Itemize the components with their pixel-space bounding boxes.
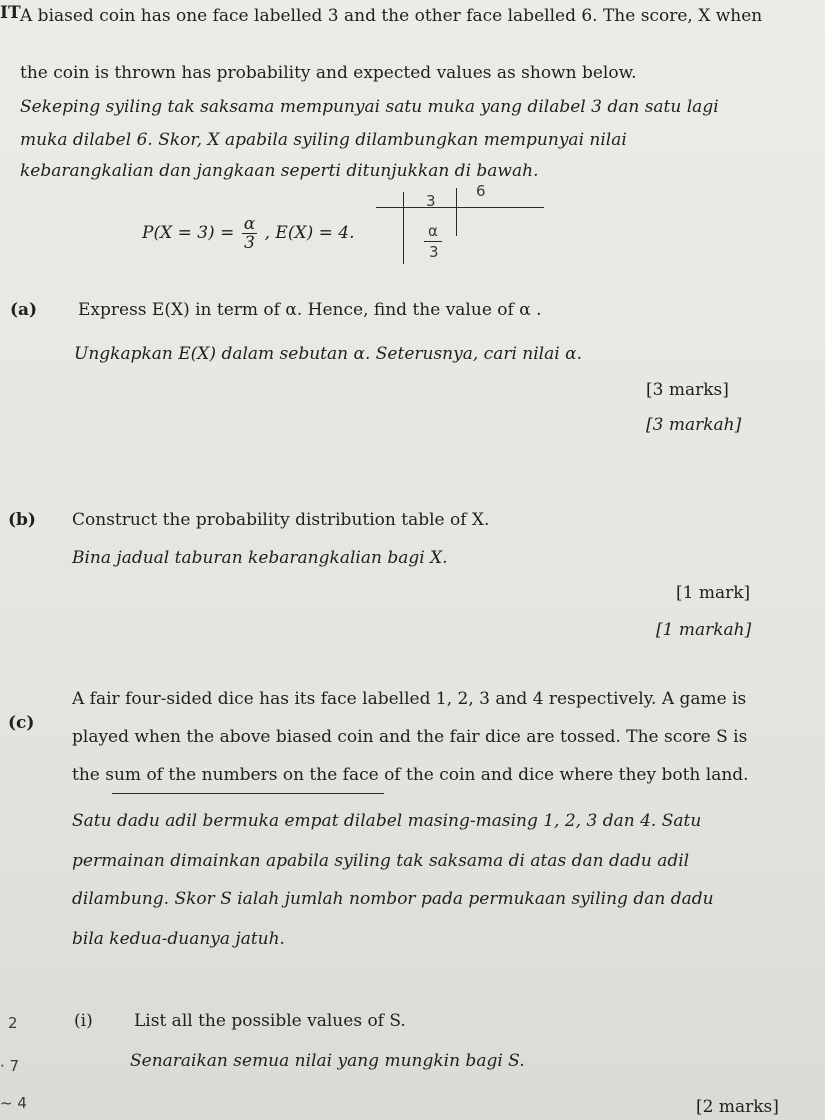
part-c-ms-line-3: dilambung. Skor S ialah jumlah nombor pada permukaan syiling dan dadu: [72, 889, 714, 909]
part-c-label: (c): [8, 713, 35, 733]
intro-ms-line-1: Sekeping syiling tak saksama mempunyai satu muka yang dilabel 3 dan satu lagi: [20, 97, 719, 117]
part-c-ms-line-1: Satu dadu adil bermuka empat dilabel masing-masing 1, 2, 3 dan 4. Satu: [72, 811, 702, 831]
hand-table-hline: [376, 207, 544, 208]
part-c-ms-line-4: bila kedua-duanya jatuh.: [72, 929, 285, 949]
hand-table-vline-1: [403, 192, 404, 264]
hand-table-p-bar: [424, 241, 442, 242]
formula-denominator: 3: [244, 233, 255, 253]
part-a-marks-en: [3 marks]: [646, 380, 729, 400]
hand-table-x1: 3: [426, 192, 436, 210]
part-a-label: (a): [10, 300, 38, 320]
formula-rhs: , E(X) = 4.: [264, 223, 355, 243]
part-b-label: (b): [8, 510, 36, 530]
margin-note-1: 2: [8, 1014, 18, 1032]
part-b-marks-en: [1 mark]: [676, 583, 751, 603]
part-c-ms-line-2: permainan dimainkan apabila syiling tak saksama di atas dan dadu adil: [72, 851, 690, 871]
margin-note-2: · 7: [0, 1057, 20, 1075]
hand-table-vline-2: [456, 188, 457, 236]
formula-fraction: [242, 215, 257, 252]
header-fragment: IT: [0, 3, 21, 23]
intro-ms-line-2: muka dilabel 6. Skor, X apabila syiling dilambungkan mempunyai nilai: [20, 130, 627, 150]
part-c-en-line-3: the sum of the numbers on the face of the coin and dice where they both land.: [72, 765, 749, 785]
hand-table-p-den: 3: [429, 243, 439, 261]
part-c-en-line-2: played when the above biased coin and the fair dice are tossed. The score S is: [72, 727, 748, 747]
intro-en-line-1: A biased coin has one face labelled 3 and the other face labelled 6. The score, X when: [20, 6, 763, 26]
hand-table-p-num: α: [428, 222, 438, 240]
formula-numerator: α: [243, 214, 256, 234]
part-b-ms: Bina jadual taburan kebarangkalian bagi X.: [72, 548, 448, 568]
part-c-i-marks-en: [2 marks]: [696, 1097, 779, 1117]
hand-table-x2: 6: [476, 182, 486, 200]
part-b-marks-ms: [1 markah]: [656, 620, 752, 640]
part-c-i-label: (i): [74, 1011, 93, 1031]
probability-formula: [142, 215, 354, 252]
intro-ms-line-3: kebarangkalian dan jangkaan seperti ditunjukkan di bawah.: [20, 161, 539, 181]
part-a-marks-ms: [3 markah]: [646, 415, 742, 435]
part-a-ms: Ungkapkan E(X) dalam sebutan α. Seterusnya, cari nilai α.: [74, 344, 582, 364]
part-c-i-ms: Senaraikan semua nilai yang mungkin bagi S.: [130, 1051, 525, 1071]
margin-note-3: ~ 4: [0, 1094, 27, 1112]
part-a-en: Express E(X) in term of α. Hence, find the value of α .: [78, 300, 542, 320]
part-c-en-line-1: A fair four-sided dice has its face labelled 1, 2, 3 and 4 respectively. A game is: [72, 689, 747, 709]
pencil-underline: [112, 793, 384, 794]
intro-en-line-2: the coin is thrown has probability and expected values as shown below.: [20, 63, 637, 83]
part-c-i-en: List all the possible values of S.: [134, 1011, 406, 1031]
formula-lhs: P(X = 3) =: [142, 223, 235, 243]
part-b-en: Construct the probability distribution table of X.: [72, 510, 490, 530]
